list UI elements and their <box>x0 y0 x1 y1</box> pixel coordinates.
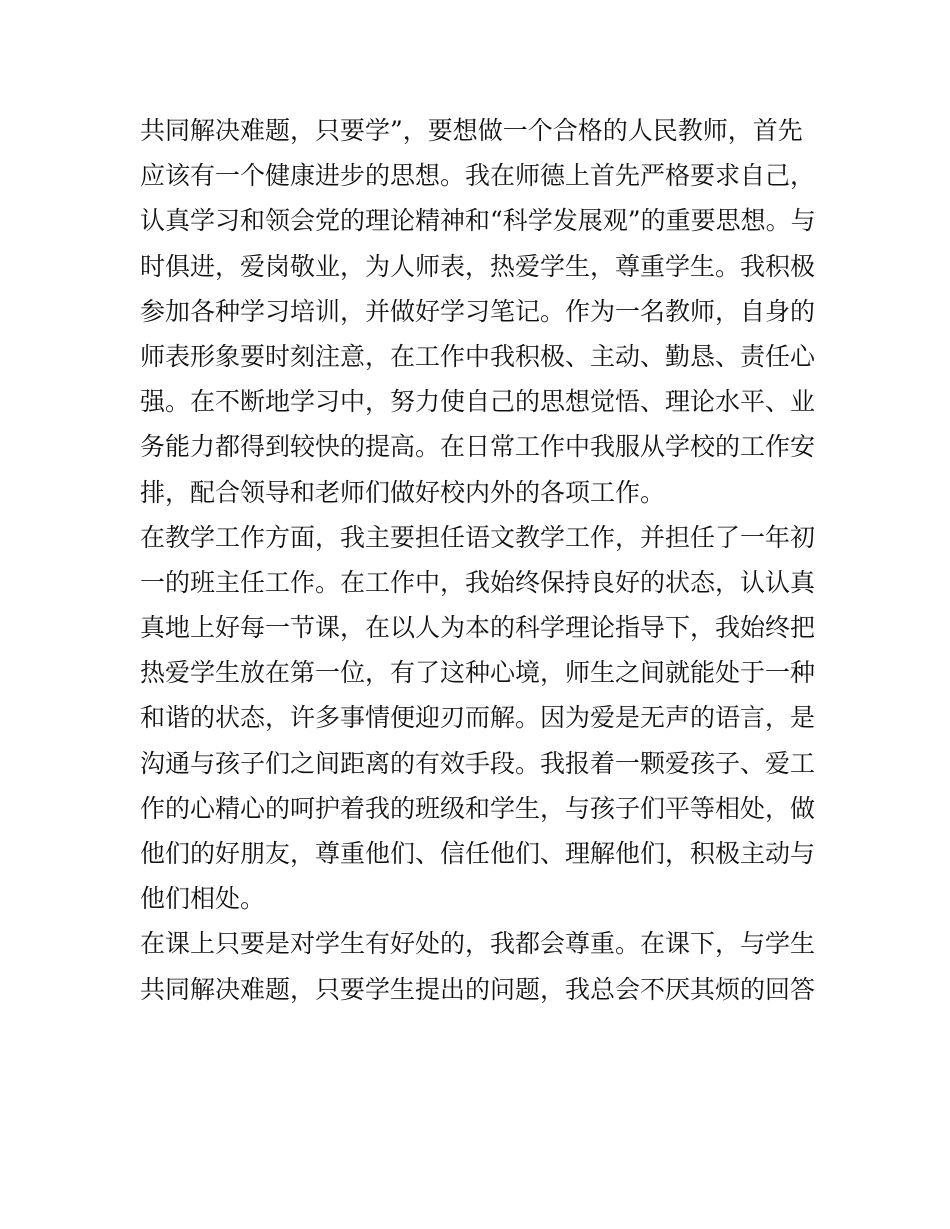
text-line: 作的心精心的呵护着我的班级和学生，与孩子们平等相处，做 <box>140 793 816 823</box>
text-line: 他们相处。 <box>140 884 266 914</box>
text-line: 共同解决难题，只要学生提出的问题，我总会不厌其烦的回答 <box>140 974 816 1004</box>
text-line: 时俱进，爱岗敬业，为人师表，热爱学生，尊重学生。我积极 <box>140 251 816 281</box>
text-line: 沟通与孩子们之间距离的有效手段。我报着一颗爱孩子、爱工 <box>140 748 816 778</box>
text-line: 参加各种学习培训，并做好学习笔记。作为一名教师，自身的 <box>140 296 816 326</box>
text-line: 在课上只要是对学生有好处的，我都会尊重。在课下，与学生 <box>140 929 816 959</box>
text-line: 应该有一个健康进步的思想。我在师德上首先严格要求自己， <box>140 161 816 191</box>
text-line: 师表形象要时刻注意，在工作中我积极、主动、勤恳、责任心 <box>140 341 816 371</box>
text-line: 在教学工作方面，我主要担任语文教学工作，并担任了一年初 <box>140 522 816 552</box>
text-line: 认真学习和领会党的理论精神和“科学发展观”的重要思想。与 <box>140 206 816 236</box>
text-line: 共同解决难题，只要学”，要想做一个合格的人民教师，首先 <box>140 116 803 145</box>
text-line: 热爱学生放在第一位，有了这种心境，师生之间就能处于一种 <box>140 658 816 688</box>
text-line: 他们的好朋友，尊重他们、信任他们、理解他们，积极主动与 <box>140 839 816 868</box>
text-line: 一的班主任工作。在工作中，我始终保持良好的状态，认认真 <box>140 567 816 597</box>
text-line: 排，配合领导和老师们做好校内外的各项工作。 <box>140 477 666 507</box>
text-line: 强。在不断地学习中，努力使自己的思想觉悟、理论水平、业 <box>140 387 816 417</box>
text-line: 务能力都得到较快的提高。在日常工作中我服从学校的工作安 <box>140 432 816 462</box>
text-line: 真地上好每一节课，在以人为本的科学理论指导下，我始终把 <box>140 613 816 643</box>
text-line: 和谐的状态，许多事情便迎刃而解。因为爱是无声的语言，是 <box>140 703 816 733</box>
body-text <box>140 108 820 1012</box>
